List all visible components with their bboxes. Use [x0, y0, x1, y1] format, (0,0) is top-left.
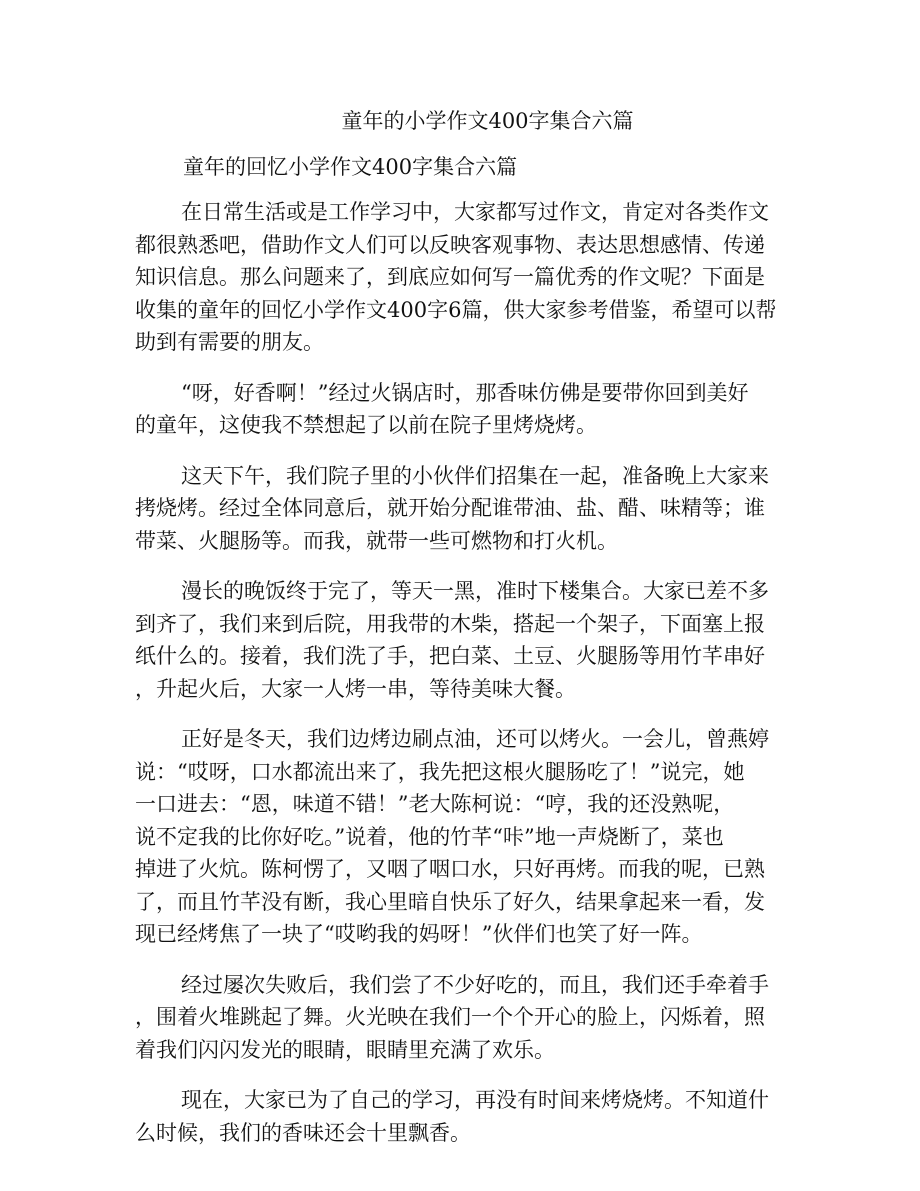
- paragraph-line: 现已经烤焦了一块了“哎哟我的妈呀！”伙伴们也笑了好一阵。: [135, 922, 703, 946]
- paragraph-line: 么时候，我们的香味还会十里飘香。: [135, 1120, 471, 1145]
- paragraph-line: 收集的童年的回忆小学作文400字6篇，供大家参考借鉴，希望可以帮: [135, 297, 777, 322]
- paragraph-line: 经过屡次失败后，我们尝了不少好吃的，而且，我们还手牵着手: [181, 972, 769, 997]
- paragraph-line: “呀，好香啊！”经过火锅店时，那香味仿佛是要带你回到美好: [181, 380, 749, 405]
- document-subtitle: 童年的回忆小学作文400字集合六篇: [183, 155, 518, 179]
- paragraph-line: ，升起火后，大家一人烤一串，等待美味大餐。: [135, 676, 576, 701]
- paragraph-line: 说不定我的比你好吃。”说着，他的竹芊“咔”地一声烧断了，菜也: [135, 824, 724, 849]
- paragraph-line: 在日常生活或是工作学习中，大家都写过作文，肯定对各类作文: [181, 200, 769, 224]
- paragraph-line: 了，而且竹芊没有断，我心里暗自快乐了好久，结果拿起来一看，发: [135, 889, 765, 914]
- paragraph: [135, 723, 785, 951]
- paragraph: [135, 575, 785, 705]
- paragraph-line: 现在，大家已为了自己的学习，再没有时间来烤烧烤。不知道什: [181, 1088, 769, 1112]
- paragraph: [135, 377, 785, 442]
- paragraph-line: 着我们闪闪发光的眼睛，眼睛里充满了欢乐。: [135, 1037, 555, 1062]
- paragraph-line: 到齐了，我们来到后院，用我带的木柴，搭起一个架子，下面塞上报: [135, 611, 765, 636]
- paragraph-line: 都很熟悉吧，借助作文人们可以反映客观事物、表达思想感情、传递: [135, 232, 765, 257]
- paragraph: [135, 969, 785, 1067]
- paragraph-line: 正好是冬天，我们边烤边刷点油，还可以烤火。一会儿，曾燕婷: [181, 727, 769, 751]
- paragraph-line: 一口进去：“恩，味道不错！”老大陈柯说：“哼，我的还没熟呢，: [135, 792, 735, 816]
- paragraph-line: 拷烧烤。经过全体同意后，就开始分配谁带油、盐、醋、味精等；谁: [135, 496, 765, 520]
- document-title: 童年的小学作文400字集合六篇: [341, 109, 634, 133]
- paragraph-line: 掉进了火炕。陈柯愣了，又咽了咽口水，只好再烤。而我的呢，已熟: [135, 857, 765, 881]
- paragraph-line: 漫长的晚饭终于完了，等天一黑，准时下楼集合。大家已差不多: [181, 579, 769, 603]
- paragraph-line: 说：“哎呀，口水都流出来了，我先把这根火腿肠吃了！”说完，她: [135, 759, 745, 784]
- paragraph-line: 带菜、火腿肠等。而我，就带一些可燃物和打火机。: [135, 528, 618, 553]
- paragraph-line: 助到有需要的朋友。: [135, 330, 324, 354]
- paragraph: [135, 1084, 785, 1149]
- paragraph: [135, 460, 785, 558]
- paragraph: [135, 196, 785, 359]
- paragraph-line: ，围着火堆跳起了舞。火光映在我们一个个开心的脸上，闪烁着，照: [135, 1005, 765, 1029]
- paragraph-line: 这天下午，我们院子里的小伙伴们招集在一起，准备晚上大家来: [181, 463, 769, 488]
- paragraph-line: 的童年，这使我不禁想起了以前在院子里烤烧烤。: [135, 413, 597, 437]
- paragraph-line: 纸什么的。接着，我们洗了手，把白菜、土豆、火腿肠等用竹芊串好: [135, 644, 765, 668]
- document-body: [135, 196, 785, 1167]
- paragraph-line: 知识信息。那么问题来了，到底应如何写一篇优秀的作文呢？下面是: [135, 265, 765, 289]
